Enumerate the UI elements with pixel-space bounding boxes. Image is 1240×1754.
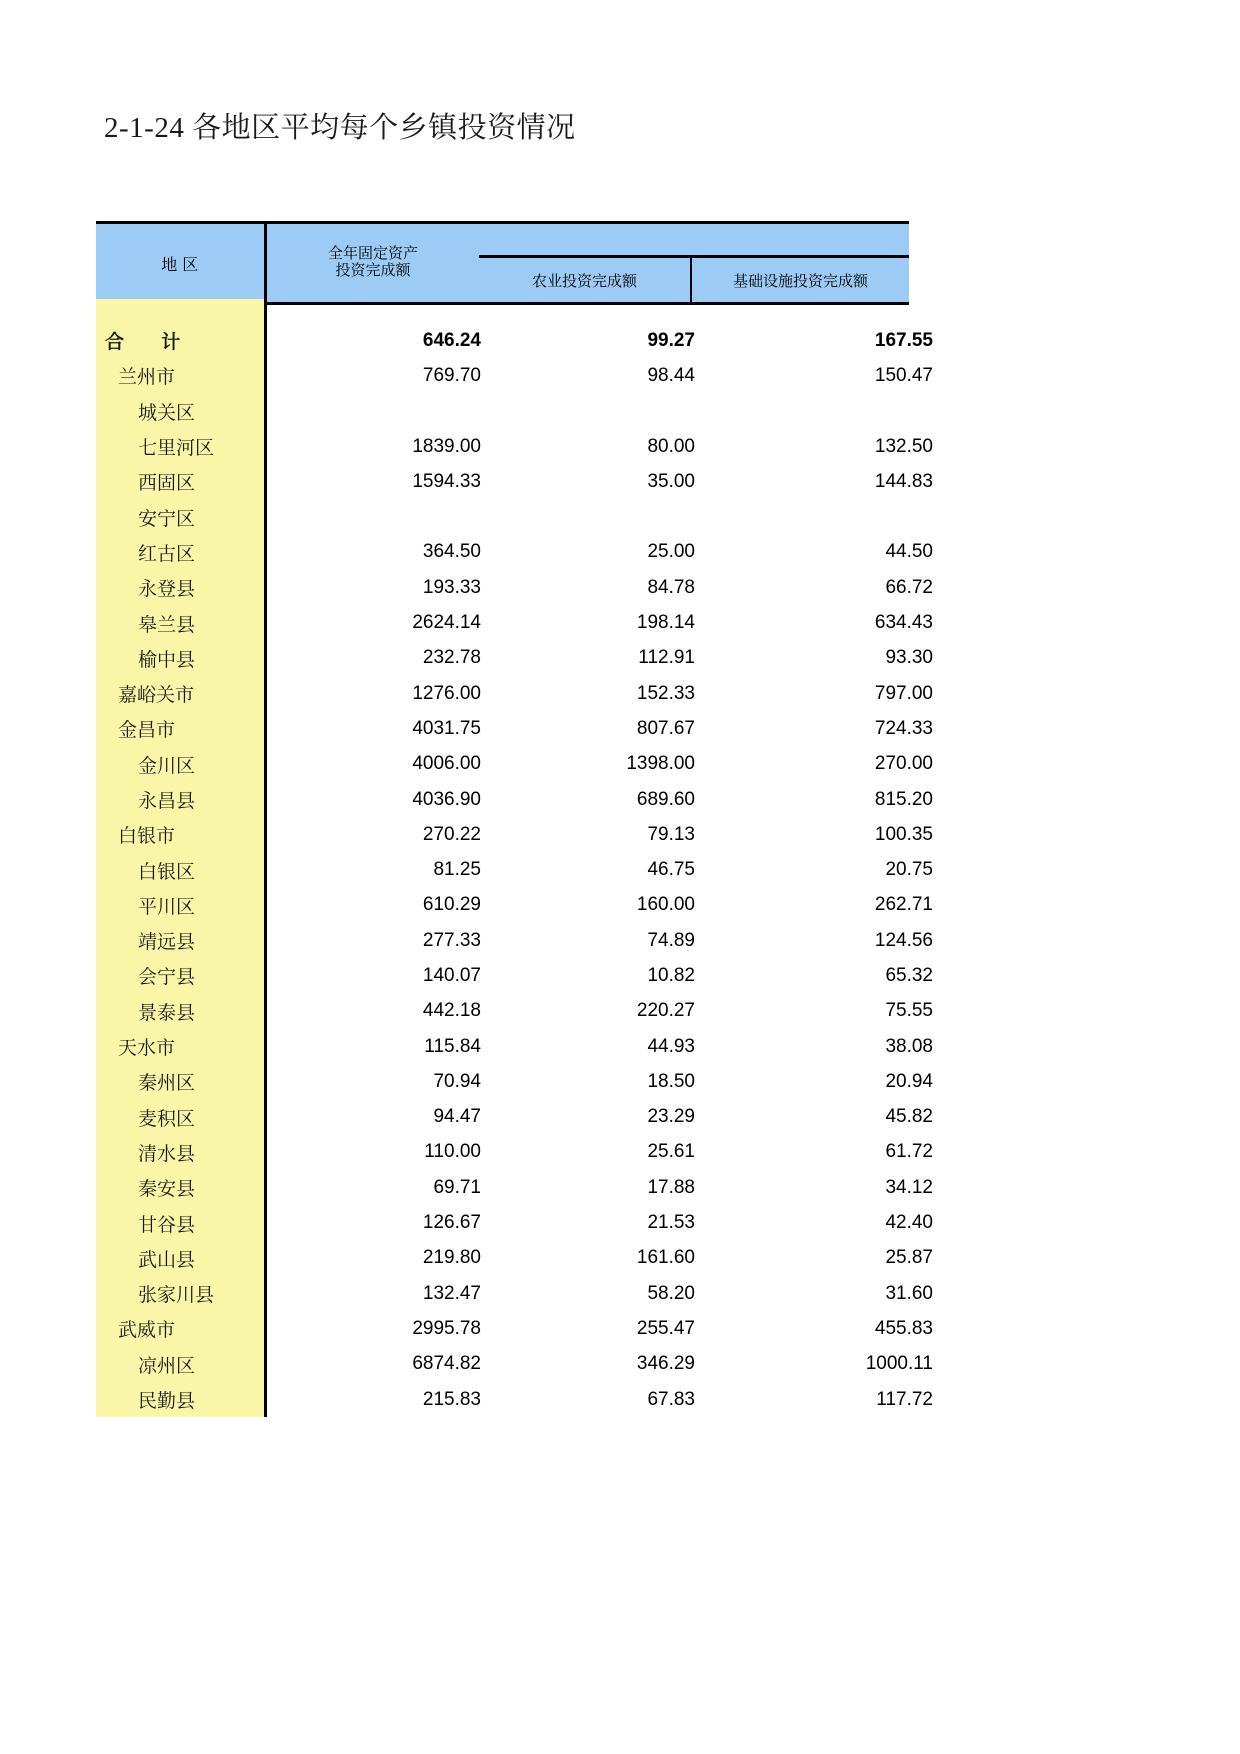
region-label: 永昌县 <box>138 791 196 812</box>
spacer-total-cell <box>266 299 482 323</box>
cell-infrastructure-investment: 44.50 <box>885 541 933 563</box>
cell-total-investment: 94.47 <box>433 1106 481 1128</box>
table-row <box>96 958 951 993</box>
cell-agriculture-investment: 161.60 <box>636 1247 695 1269</box>
table-row <box>96 852 951 887</box>
cell-infrastructure-investment: 25.87 <box>885 1247 933 1269</box>
column-header-infrastructure: 基础设施投资完成额 <box>691 257 909 303</box>
column-header-total-line2: 投资完成额 <box>335 263 411 279</box>
cell-region <box>96 676 266 711</box>
cell-region <box>96 888 266 923</box>
cell-region <box>96 994 266 1029</box>
cell-region <box>96 711 266 746</box>
cell-infrastructure-investment <box>719 394 951 429</box>
region-label: 天水市 <box>118 1038 176 1060</box>
cell-infrastructure-investment: 634.43 <box>874 612 933 634</box>
region-label: 安宁区 <box>138 508 196 530</box>
cell-total-investment: 70.94 <box>433 1070 481 1092</box>
cell-region <box>96 464 266 499</box>
cell-infrastructure-investment: 797.00 <box>874 682 933 704</box>
subheader-row <box>479 257 909 303</box>
cell-agriculture-investment: 17.88 <box>647 1176 695 1198</box>
region-label: 民勤县 <box>138 1391 196 1413</box>
table-row <box>96 711 951 746</box>
cell-infrastructure-investment: 38.08 <box>885 1035 933 1057</box>
table-row <box>96 1135 951 1170</box>
cell-agriculture-investment: 23.29 <box>647 1106 695 1128</box>
cell-infrastructure-investment: 1000.11 <box>865 1353 933 1375</box>
cell-infrastructure-investment: 66.72 <box>885 576 933 598</box>
cell-total-investment: 215.83 <box>422 1388 481 1410</box>
table-row <box>96 1276 951 1311</box>
top-spacer-row <box>96 299 951 323</box>
spacer-infrastructure-cell <box>719 299 951 323</box>
spacer-agriculture-cell <box>481 299 719 323</box>
cell-total-investment: 115.84 <box>424 1035 481 1057</box>
region-label: 嘉峪关市 <box>118 685 195 707</box>
column-header-region: 地 区 <box>96 223 266 304</box>
cell-infrastructure-investment: 42.40 <box>885 1212 933 1234</box>
region-label: 城关区 <box>138 402 196 424</box>
cell-total-investment: 2624.14 <box>412 612 481 634</box>
cell-agriculture-investment: 1398.00 <box>626 753 695 775</box>
cell-agriculture-investment: 346.29 <box>636 1353 695 1375</box>
header-grid <box>96 221 909 305</box>
region-label: 麦积区 <box>138 1108 196 1130</box>
cell-total-investment: 364.50 <box>422 541 481 563</box>
table-row <box>96 570 951 605</box>
cell-total-investment: 277.33 <box>422 929 481 951</box>
cell-infrastructure-investment: 45.82 <box>885 1106 933 1128</box>
region-label: 合 计 <box>105 332 197 354</box>
cell-agriculture-investment: 99.27 <box>647 329 695 351</box>
cell-region <box>96 1135 266 1170</box>
cell-region <box>96 323 266 358</box>
cell-total-investment: 126.67 <box>422 1212 481 1234</box>
table-row <box>96 499 951 534</box>
cell-region <box>96 1241 266 1276</box>
region-label: 兰州市 <box>118 367 176 389</box>
region-label: 甘谷县 <box>138 1214 196 1236</box>
subheader-grid <box>479 255 909 302</box>
cell-total-investment: 1839.00 <box>412 435 481 457</box>
table-body-container <box>96 299 933 1429</box>
cell-region <box>96 1170 266 1205</box>
table-row <box>96 676 951 711</box>
cell-region <box>96 429 266 464</box>
cell-total-investment: 1594.33 <box>412 470 481 492</box>
cell-infrastructure-investment: 61.72 <box>885 1141 933 1163</box>
column-header-total-line1: 全年固定资产 <box>327 246 418 263</box>
cell-agriculture-investment: 67.83 <box>647 1388 695 1410</box>
cell-agriculture-investment: 112.91 <box>638 647 695 669</box>
region-label: 秦州区 <box>138 1073 196 1095</box>
cell-total-investment <box>266 394 482 429</box>
table-row <box>96 1205 951 1240</box>
cell-region <box>96 535 266 570</box>
region-label: 榆中县 <box>138 649 196 671</box>
column-header-total-investment <box>266 223 480 304</box>
cell-agriculture-investment: 198.14 <box>636 612 695 634</box>
table-row <box>96 747 951 782</box>
cell-total-investment: 132.47 <box>422 1282 481 1304</box>
table-row <box>96 782 951 817</box>
cell-infrastructure-investment: 262.71 <box>874 894 933 916</box>
table-row <box>96 994 951 1029</box>
cell-total-investment: 610.29 <box>422 894 481 916</box>
cell-region <box>96 1276 266 1311</box>
table-row <box>96 464 951 499</box>
cell-total-investment: 1276.00 <box>412 682 481 704</box>
region-label: 景泰县 <box>138 1002 196 1024</box>
cell-total-investment: 81.25 <box>433 859 481 881</box>
cell-infrastructure-investment: 455.83 <box>874 1317 933 1339</box>
table-row <box>96 1311 951 1346</box>
column-header-agriculture: 农业投资完成额 <box>479 257 691 303</box>
cell-infrastructure-investment: 167.55 <box>874 329 933 351</box>
region-label: 白银市 <box>118 826 176 848</box>
cell-region <box>96 499 266 534</box>
region-label: 金昌市 <box>118 720 176 742</box>
cell-infrastructure-investment: 815.20 <box>874 788 933 810</box>
cell-infrastructure-investment: 31.60 <box>885 1282 933 1304</box>
cell-infrastructure-investment: 20.94 <box>885 1070 933 1092</box>
cell-total-investment: 4036.90 <box>412 788 481 810</box>
table-header <box>96 221 906 305</box>
cell-infrastructure-investment: 144.83 <box>874 470 933 492</box>
cell-agriculture-investment: 160.00 <box>636 894 695 916</box>
cell-agriculture-investment: 689.60 <box>636 788 695 810</box>
region-label: 清水县 <box>138 1143 196 1165</box>
cell-agriculture-investment: 255.47 <box>636 1317 695 1339</box>
table-row <box>96 1100 951 1135</box>
cell-region <box>96 394 266 429</box>
cell-agriculture-investment: 10.82 <box>647 964 695 986</box>
cell-total-investment: 442.18 <box>422 1000 481 1022</box>
cell-agriculture-investment: 44.93 <box>647 1035 695 1057</box>
cell-total-investment: 219.80 <box>422 1247 481 1269</box>
cell-region <box>96 605 266 640</box>
cell-agriculture-investment: 18.50 <box>647 1070 695 1092</box>
column-header-subgroup <box>479 223 909 304</box>
cell-agriculture-investment: 220.27 <box>636 1000 695 1022</box>
table-row <box>96 888 951 923</box>
cell-total-investment <box>266 499 482 534</box>
cell-agriculture-investment: 21.53 <box>647 1212 695 1234</box>
cell-total-investment: 140.07 <box>422 964 481 986</box>
table-row <box>96 1064 951 1099</box>
cell-total-investment: 69.71 <box>433 1176 481 1198</box>
cell-agriculture-investment: 46.75 <box>647 859 695 881</box>
cell-infrastructure-investment: 93.30 <box>885 647 933 669</box>
cell-region <box>96 923 266 958</box>
cell-region <box>96 958 266 993</box>
cell-total-investment: 4006.00 <box>412 753 481 775</box>
cell-infrastructure-investment: 724.33 <box>874 717 933 739</box>
table-row <box>96 429 951 464</box>
cell-infrastructure-investment: 124.56 <box>874 929 933 951</box>
cell-region <box>96 747 266 782</box>
table-row <box>96 817 951 852</box>
cell-region <box>96 1100 266 1135</box>
cell-region <box>96 1064 266 1099</box>
region-label: 武威市 <box>118 1320 176 1342</box>
table-row <box>96 923 951 958</box>
cell-region <box>96 1382 266 1417</box>
cell-agriculture-investment: 80.00 <box>647 435 695 457</box>
region-label: 张家川县 <box>138 1285 215 1307</box>
cell-total-investment: 6874.82 <box>412 1353 481 1375</box>
region-label: 皋兰县 <box>138 614 196 636</box>
cell-infrastructure-investment: 100.35 <box>874 823 933 845</box>
table-row <box>96 1241 951 1276</box>
cell-infrastructure-investment: 117.72 <box>876 1388 933 1410</box>
table-row <box>96 323 951 358</box>
table-row <box>96 1170 951 1205</box>
region-label: 永登县 <box>138 579 196 601</box>
cell-agriculture-investment: 152.33 <box>636 682 695 704</box>
cell-region <box>96 1029 266 1064</box>
cell-region <box>96 1205 266 1240</box>
cell-agriculture-investment: 35.00 <box>647 470 695 492</box>
cell-agriculture-investment: 25.00 <box>647 541 695 563</box>
region-label: 凉州区 <box>138 1355 196 1377</box>
cell-infrastructure-investment: 65.32 <box>885 964 933 986</box>
region-label: 金川区 <box>138 755 196 777</box>
table-row <box>96 535 951 570</box>
cell-agriculture-investment: 84.78 <box>647 576 695 598</box>
region-label: 红古区 <box>138 543 196 565</box>
cell-infrastructure-investment: 270.00 <box>874 753 933 775</box>
table-row <box>96 641 951 676</box>
cell-agriculture-investment: 98.44 <box>647 364 695 386</box>
cell-region <box>96 570 266 605</box>
table-row <box>96 1382 951 1417</box>
cell-region <box>96 852 266 887</box>
cell-agriculture-investment: 58.20 <box>647 1282 695 1304</box>
cell-total-investment: 4031.75 <box>412 717 481 739</box>
cell-total-investment: 2995.78 <box>412 1317 481 1339</box>
cell-agriculture-investment <box>481 499 719 534</box>
cell-infrastructure-investment: 150.47 <box>874 364 933 386</box>
cell-agriculture-investment: 25.61 <box>647 1141 695 1163</box>
cell-total-investment: 193.33 <box>422 576 481 598</box>
region-label: 西固区 <box>138 473 196 495</box>
table-row <box>96 394 951 429</box>
cell-total-investment: 232.78 <box>422 647 481 669</box>
cell-agriculture-investment <box>481 394 719 429</box>
header-row <box>96 223 909 304</box>
region-label: 平川区 <box>138 896 196 918</box>
region-label: 秦安县 <box>138 1179 196 1201</box>
cell-infrastructure-investment: 132.50 <box>874 435 933 457</box>
cell-region <box>96 641 266 676</box>
data-table <box>96 299 951 1417</box>
region-label: 武山县 <box>138 1249 196 1271</box>
cell-total-investment: 110.00 <box>424 1141 481 1163</box>
cell-infrastructure-investment: 75.55 <box>885 1000 933 1022</box>
cell-agriculture-investment: 74.89 <box>647 929 695 951</box>
cell-total-investment: 646.24 <box>422 329 481 351</box>
cell-region <box>96 782 266 817</box>
table-row <box>96 1347 951 1382</box>
table-row <box>96 605 951 640</box>
cell-region <box>96 817 266 852</box>
cell-agriculture-investment: 79.13 <box>647 823 695 845</box>
cell-infrastructure-investment <box>719 499 951 534</box>
region-label: 白银区 <box>138 861 196 883</box>
cell-region <box>96 1347 266 1382</box>
cell-total-investment: 769.70 <box>422 364 481 386</box>
region-label: 会宁县 <box>138 967 196 989</box>
table-row <box>96 358 951 393</box>
region-label: 靖远县 <box>138 932 196 954</box>
cell-infrastructure-investment: 20.75 <box>885 859 933 881</box>
table-rows <box>96 299 951 1417</box>
cell-region <box>96 1311 266 1346</box>
cell-agriculture-investment: 807.67 <box>636 717 695 739</box>
cell-region <box>96 358 266 393</box>
spacer-region-cell <box>96 299 266 323</box>
region-label: 七里河区 <box>138 438 215 460</box>
table-row <box>96 1029 951 1064</box>
cell-total-investment: 270.22 <box>422 823 481 845</box>
cell-infrastructure-investment: 34.12 <box>885 1176 933 1198</box>
page-title: 2-1-24 各地区平均每个乡镇投资情况 <box>104 112 576 144</box>
